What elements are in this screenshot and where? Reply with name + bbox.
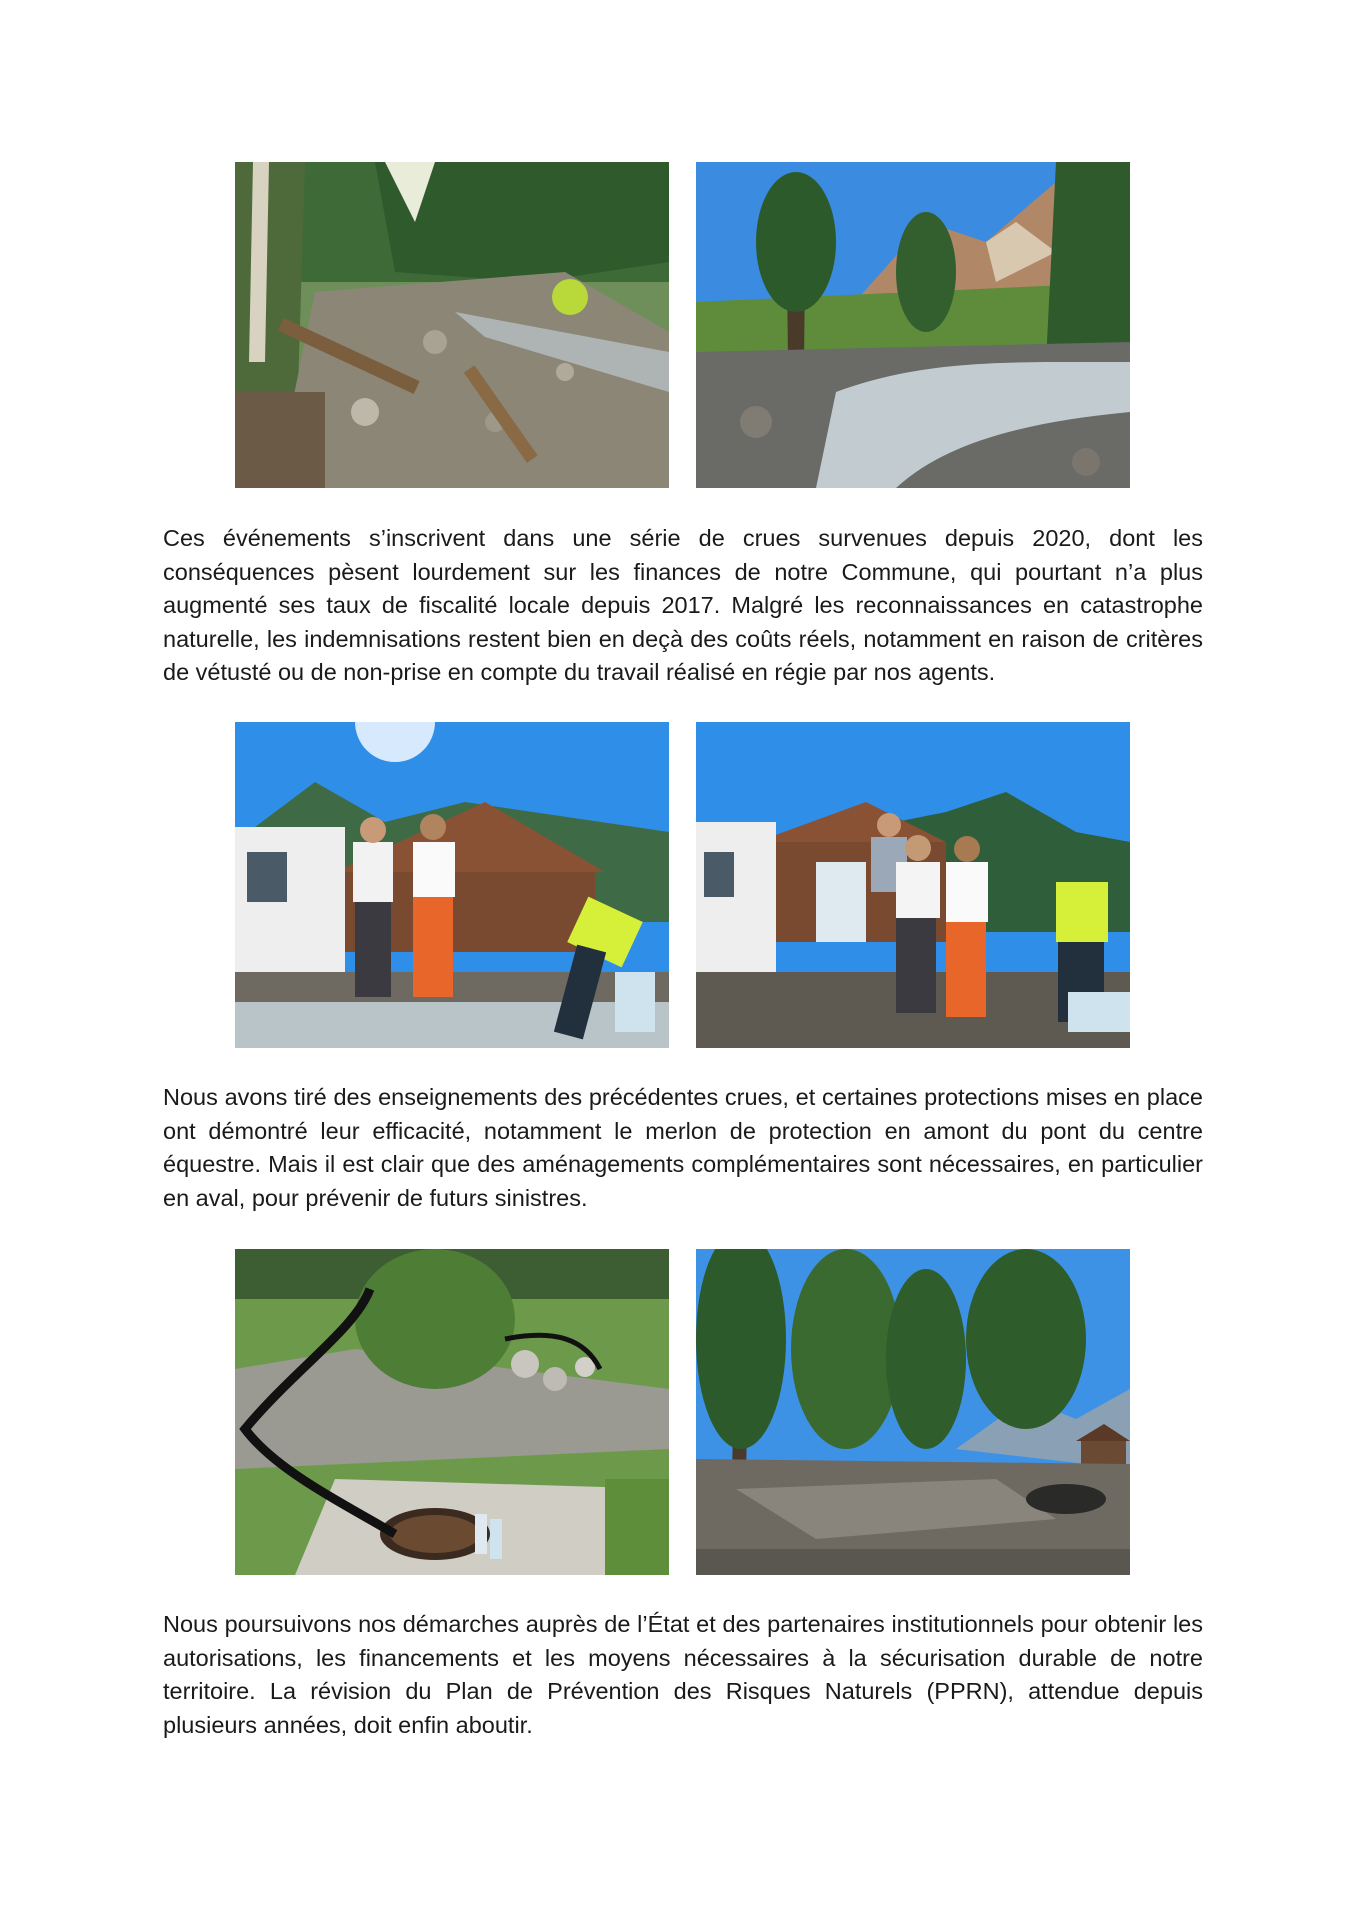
photo-flooded-riverbed: [696, 162, 1130, 488]
photo-water-distribution-2: [696, 722, 1130, 1048]
paragraph-lessons-learned: Nous avons tiré des enseignements des précédentes crues, et certaines protections mises en place ont démontré leur efficacité, notamment le merlon de protection en amont du pont du centre équestre. Mais il est clair que des aménagements complémentaires sont nécessaires, en particulier en aval, pour prévenir de futurs sinistres.: [163, 1084, 1203, 1211]
paragraph-state-partners: Nous poursuivons nos démarches auprès de l’État et des partenaires institutionnels pour obtenir les autorisations, les financements et les moyens nécessaires à la sécurisation durable de notre territoire. La révision du Plan de Prévention des Risques Naturels (PPRN), attendue depuis plusieurs années, doit enfin aboutir.: [163, 1611, 1203, 1738]
photo-water-distribution-1: [235, 722, 669, 1048]
photo-row-3: [235, 1249, 1125, 1575]
photo-debris-forest-path: [235, 162, 669, 488]
photo-water-pipe-manhole: [235, 1249, 669, 1575]
photo-row-1: [235, 162, 1125, 488]
photo-row-2: [235, 722, 1125, 1048]
paragraph-flood-finances: Ces événements s’inscrivent dans une série de crues survenues depuis 2020, dont les conséquences pèsent lourdement sur les finances de notre Commune, qui pourtant n’a plus augmenté ses taux de fiscalité locale depuis 2017. Malgré les reconnaissances en catastrophe naturelle, les indemnisations restent bien en deçà des coûts réels, notamment en raison de critères de vétusté ou de non-prise en compte du travail réalisé en régie par nos agents.: [163, 525, 1203, 685]
photo-cleared-flood-area: [696, 1249, 1130, 1575]
